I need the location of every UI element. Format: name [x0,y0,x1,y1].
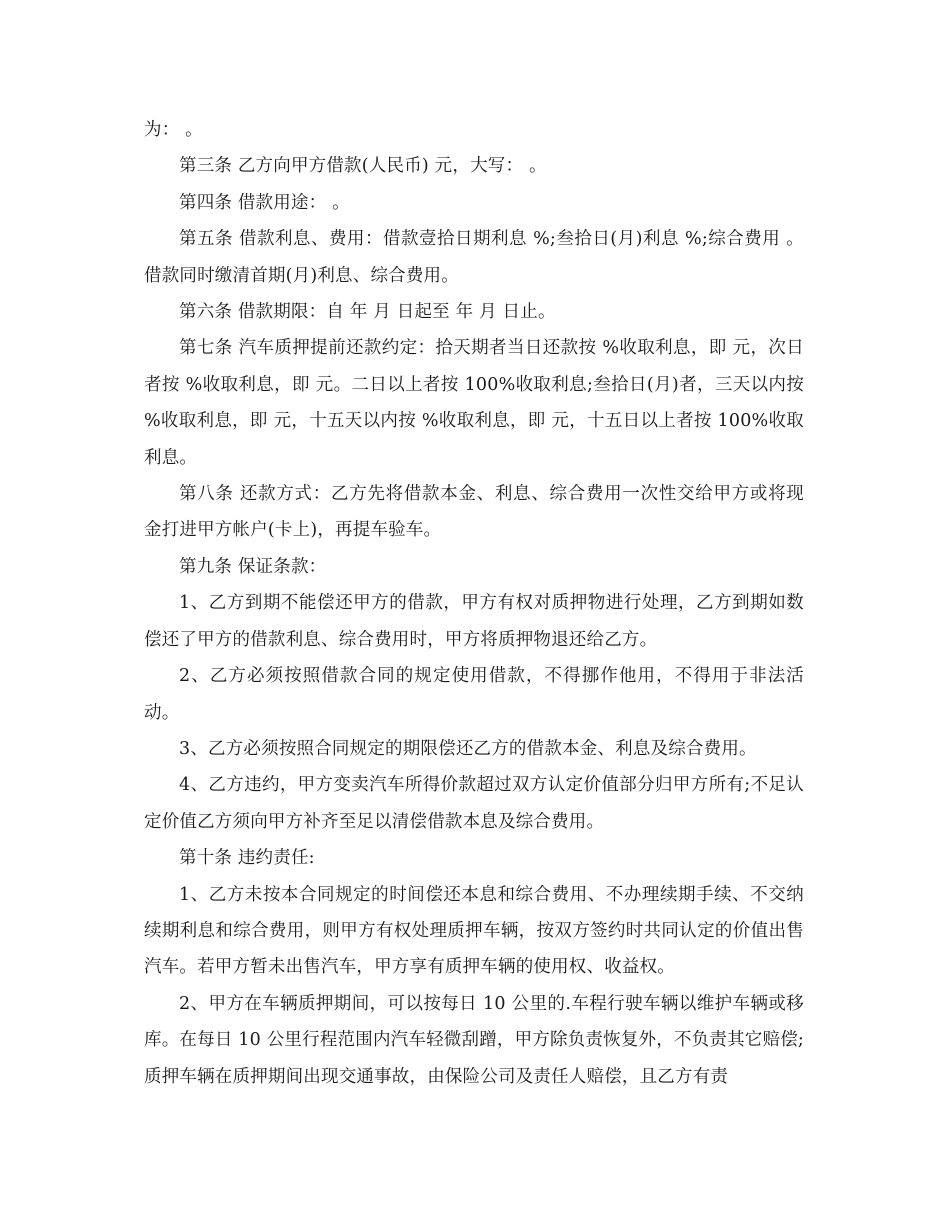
article-3: 第三条 乙方向甲方借款(人民币) 元，大写： 。 [179,156,547,177]
article-10-clause-1: 1、乙方未按本合同规定的时间偿还本息和综合费用、不办理续期手续、不交纳续期利息和综合费用，则甲方有权处理质押车辆，按双方签约时共同认定的价值出售汽车。若甲方暂未出售汽车，甲方享有质押车辆的使用权、收益权。 [144,884,804,978]
document-page [0,112,950,1095]
article-6: 第六条 借款期限：自 年 月 日起至 年 月 日止。 [179,302,556,323]
paragraph-continuation: 为： 。 [144,120,203,140]
article-10-heading: 第十条 违约责任: [179,848,315,869]
article-9-heading: 第九条 保证条款： [179,556,327,577]
article-10-clause-2: 2、甲方在车辆质押期间，可以按每日 10 公里的.车程行驶车辆以维护车辆或移库。在每日 10 公里行程范围内汽车轻微刮蹭，甲方除负责恢复外，不负责其它赔偿;质押车辆在质押期间出现交通事故，由保险公司及责任人赔偿，且乙方有责 [144,993,804,1087]
article-9-clause-3: 3、乙方必须按照合同规定的期限偿还乙方的借款本金、利息及综合费用。 [179,738,757,759]
article-4: 第四条 借款用途： 。 [179,192,350,213]
article-5: 第五条 借款利息、费用：借款壹拾日期利息 %;叁拾日(月)利息 %;综合费用 。借款同时缴清首期(月)利息、综合费用。 [144,229,804,286]
article-9-clause-4: 4、乙方违约，甲方变卖汽车所得价款超过双方认定价值部分归甲方所有;不足认定价值乙方须向甲方补齐至足以清偿借款本息及综合费用。 [144,775,804,832]
article-7: 第七条 汽车质押提前还款约定：拾天期者当日还款按 %收取利息，即 元，次日者按 %收取利息，即 元。二日以上者按 100%收取利息;叁拾日(月)者，三天以内按 %收取利息，即 元，十五天以内按 %收取利息，即 元，十五日以上者按 100%收取利息。 [144,338,804,468]
article-8: 第八条 还款方式：乙方先将借款本金、利息、综合费用一次性交给甲方或将现金打进甲方帐户(卡上)，再提车验车。 [144,484,804,541]
article-9-clause-1: 1、乙方到期不能偿还甲方的借款，甲方有权对质押物进行处理，乙方到期如数偿还了甲方的借款利息、综合费用时，甲方将质押物退还给乙方。 [144,593,804,650]
article-9-clause-2: 2、乙方必须按照借款合同的规定使用借款，不得挪作他用，不得用于非法活动。 [144,666,804,723]
